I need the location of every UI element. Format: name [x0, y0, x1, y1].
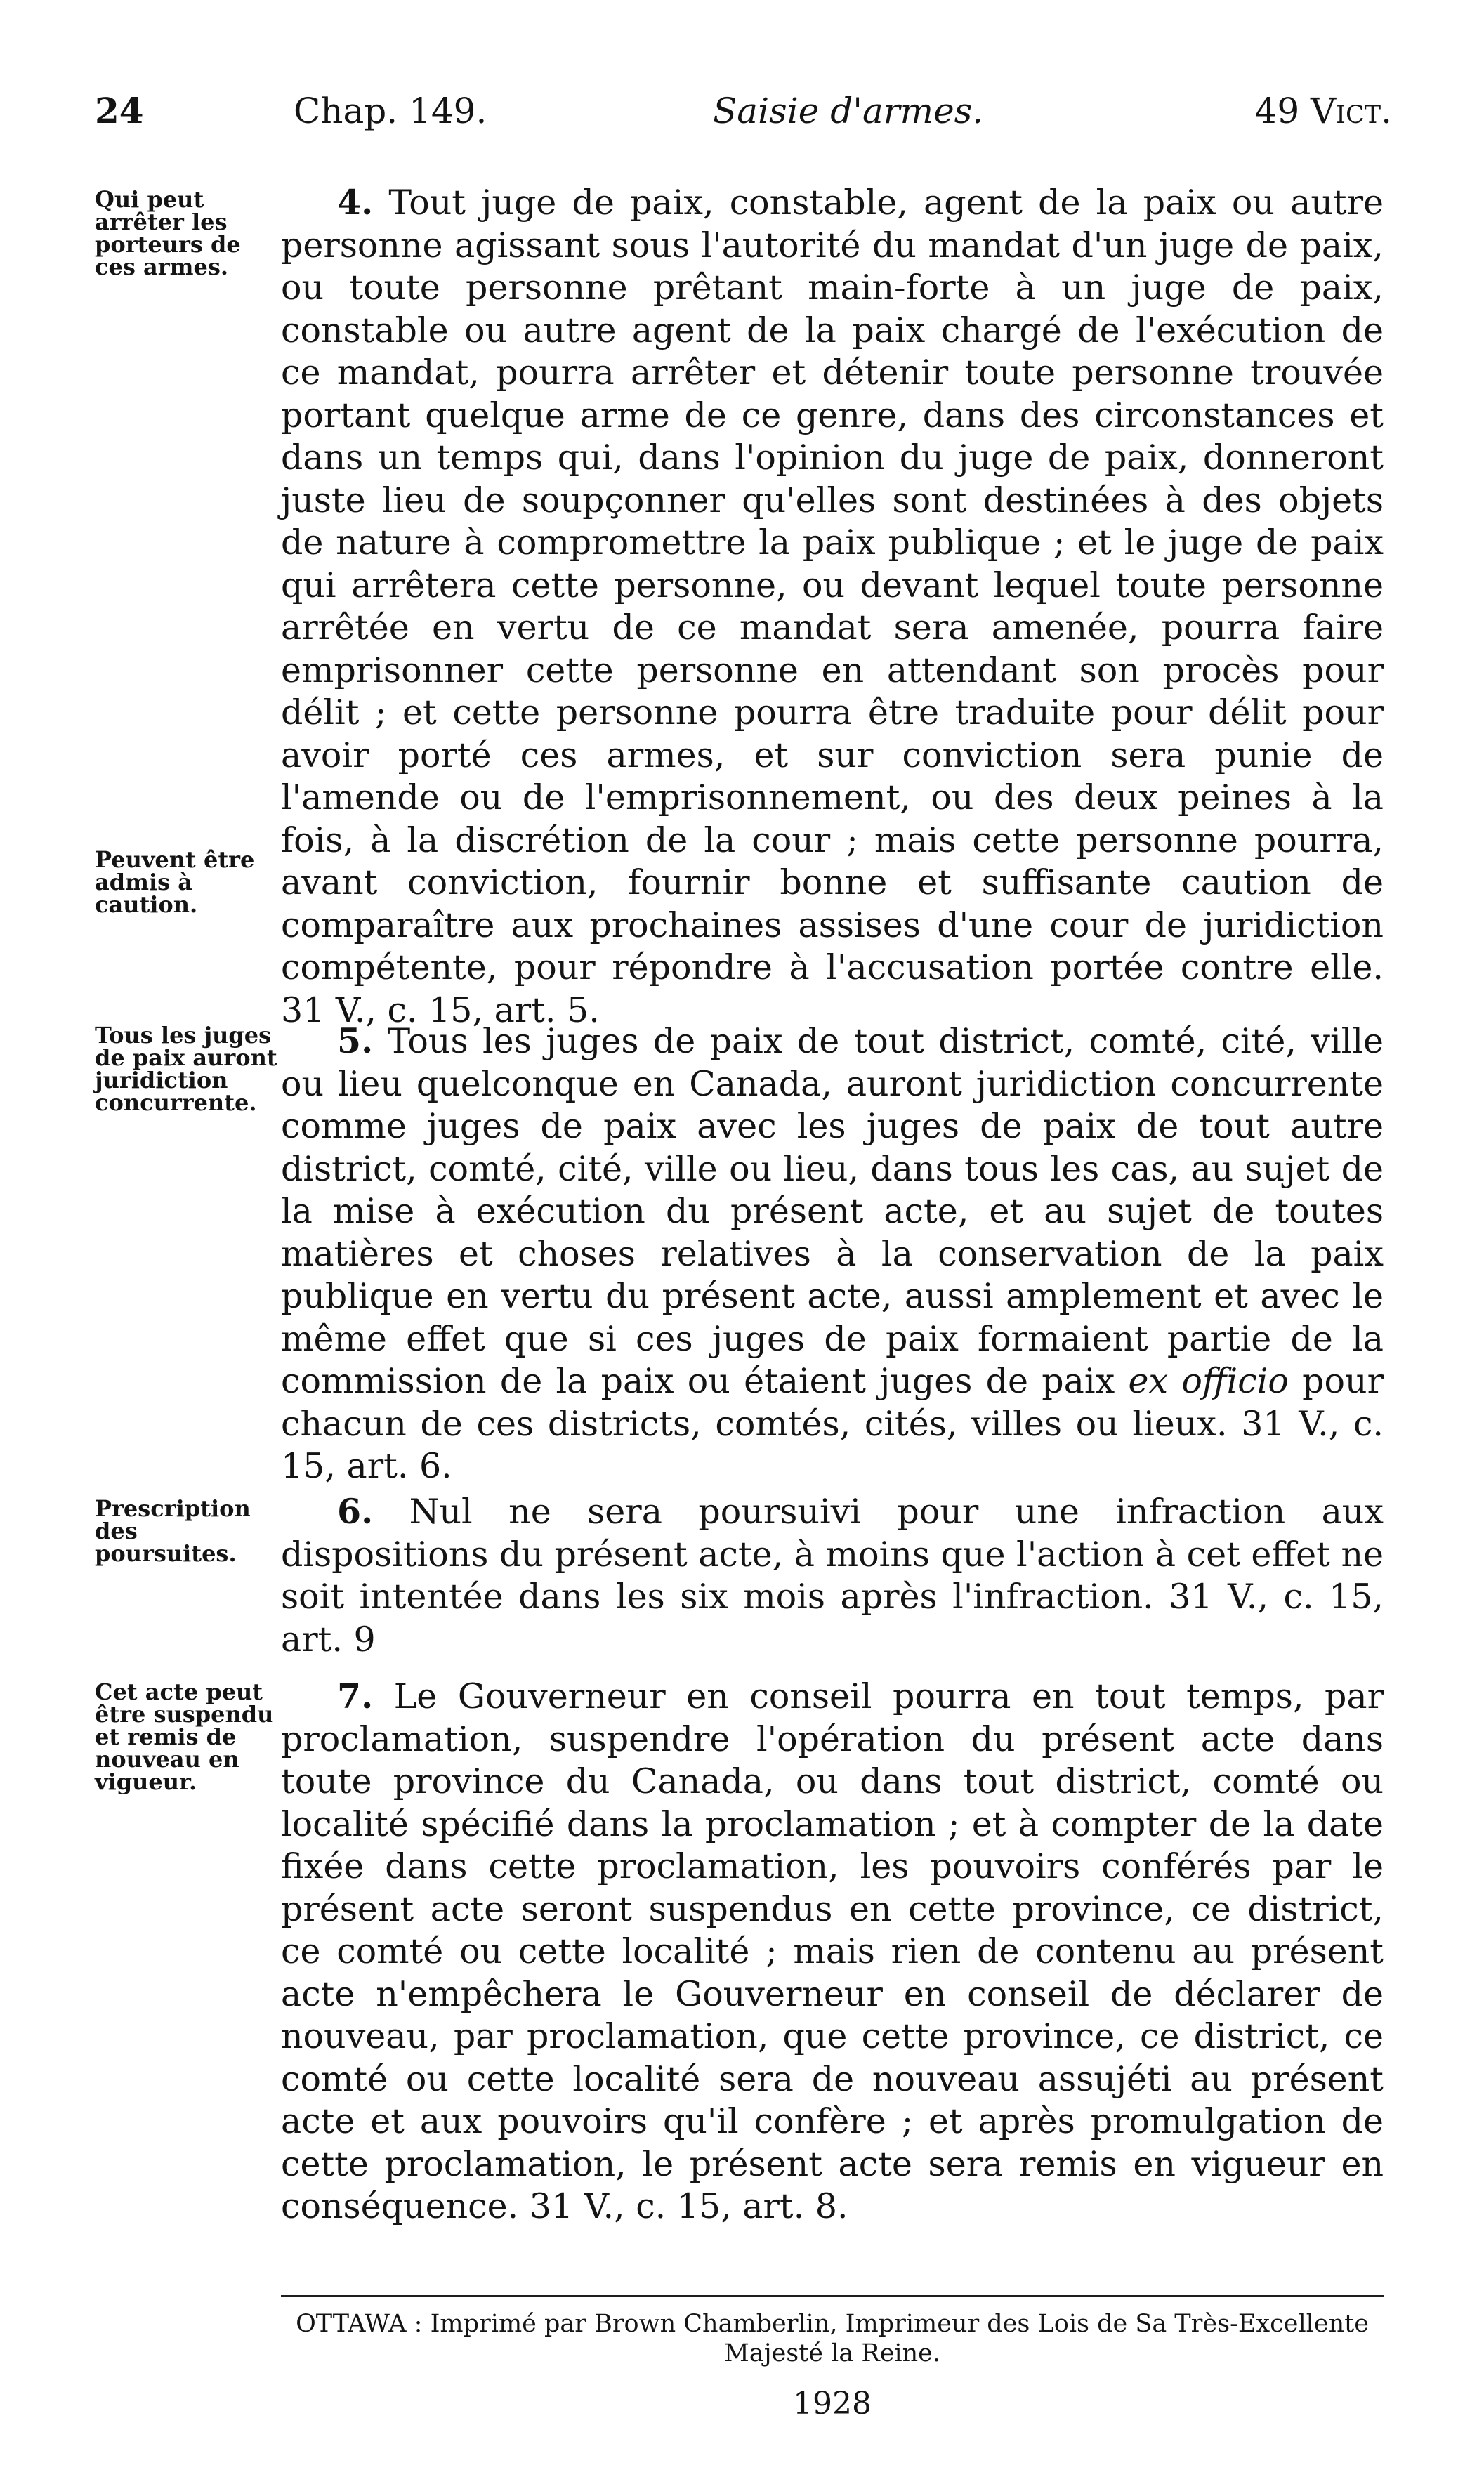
section-text: Tous les juges de paix de tout district, comté, cité, ville ou lieu quelconque en Canada, auront juridiction concurrente comme juges de paix avec les juges de paix de tout autre district, comté, cité, ville ou lieu, dans tous les cas, au sujet de la mise à exécution du présent acte, et au sujet de toutes matières et choses relatives à la conservation de la paix publique en vertu du présent acte, aussi amplement et avec le même effet que si ces juges de paix formaient partie de la commission de la paix ou étaient juges de paix [281, 1021, 1384, 1401]
page-number: 24 [95, 90, 144, 131]
section-text-continued: pour chacun de ces districts, comtés, cités, villes ou lieux. 31 V., c. 15, art. 6. [281, 1361, 1384, 1486]
running-title: Saisie d'armes. [713, 91, 984, 131]
section-6 [281, 1490, 1384, 1661]
section-number: 5. [337, 1020, 374, 1061]
section-5 [281, 1020, 1384, 1488]
section-text: Le Gouverneur en conseil pourra en tout temps, par proclamation, suspendre l'opération du présent acte dans toute province du Canada, ou dans tout district, comté ou localité spécifié dans la proclamation ; et à compter de la date fixée dans cette proclamation, les pouvoirs conférés par le présent acte seront suspendus en cette province, ce district, ce comté ou cette localité ; mais rien de contenu au présent acte n'empêchera le Gouverneur en conseil de déclarer de nouveau, par proclamation, que cette province, ce district, ce comté ou cette localité sera de nouveau assujéti au présent acte et aux pouvoirs qu'il confère ; et après promulgation de cette proclamation, le présent acte sera remis en vigueur en conséquence. 31 V., c. 15, art. 8. [281, 1676, 1384, 2226]
section-7 [281, 1675, 1384, 2228]
section-text: Nul ne sera poursuivi pour une infraction aux dispositions du présent acte, à moins que l'action à cet effet ne soit intentée dans les six mois après l'infraction. 31 V., c. 15, art. 9 [281, 1492, 1384, 1660]
margin-note-jurisdiction: Tous les juges de paix auront juridiction concurrente. [95, 1022, 277, 1116]
margin-note-prescription: Prescription des poursuites. [95, 1495, 251, 1567]
section-number: 4. [337, 182, 374, 223]
footer-rule [281, 2295, 1384, 2297]
margin-note-bail: Peuvent être admis à caution. [95, 846, 255, 918]
section-text: Tout juge de paix, constable, agent de la paix ou autre personne agissant sous l'autorité du mandat d'un juge de paix, ou toute personne prêtant main-forte à un juge de paix, constable ou autre agent de la paix chargé de l'exécution de ce mandat, pourra arrêter et détenir toute personne trouvée portant quelque arme de ce genre, dans des circonstances et dans un temps qui, dans l'opinion du juge de paix, donneront juste lieu de soupçonner qu'elles sont destinées à des objets de nature à compromettre la paix publique ; et le juge de paix qui arrêtera cette personne, ou devant lequel toute personne arrêtée en vertu de ce mandat sera amenée, pourra faire emprisonner cette personne en attendant son procès pour délit ; et cette personne pourra être traduite pour délit pour avoir porté ces armes, et sur conviction sera punie de l'amende ou de l'emprisonnement, ou des deux peines à la fois, à la discrétion de la cour ; mais cette personne pourra, avant conviction, fournir bonne et suffisante caution de comparaître aux prochaines assises d'une cour de juridiction compétente, pour répondre à l'accusation portée contre elle. 31 V., c. 15, art. 5. [281, 183, 1384, 1030]
volume-page-number: 1928 [793, 2386, 872, 2422]
section-number: 7. [337, 1676, 374, 1716]
margin-note-arrest: Qui peut arrêter les porteurs de ces armes. [95, 186, 241, 280]
session-reference: 49 Vict. [1254, 91, 1392, 131]
printer-imprint: OTTAWA : Imprimé par Brown Chamberlin, Imprimeur des Lois de Sa Très-Excellente Majesté la Reine. [296, 2310, 1369, 2367]
section-4 [281, 181, 1384, 1032]
section-text-italic: ex officio [1128, 1361, 1289, 1401]
section-number: 6. [337, 1491, 374, 1532]
chapter-reference: Chap. 149. [294, 91, 487, 131]
margin-note-suspension: Cet acte peut être suspendu et remis de nouveau en vigueur. [95, 1678, 274, 1795]
